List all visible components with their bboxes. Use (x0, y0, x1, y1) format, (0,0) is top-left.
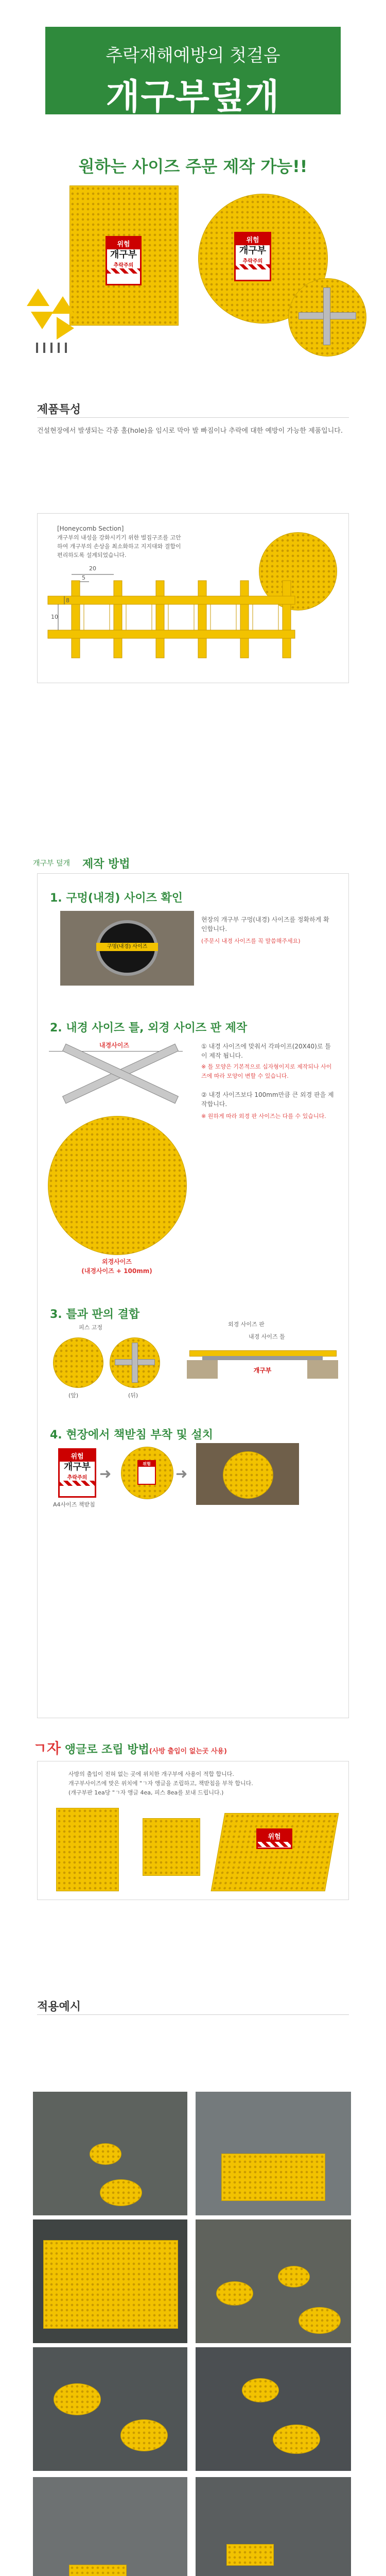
screws-image (36, 343, 67, 353)
step2-title: 2. 내경 사이즈 틀, 외경 사이즈 판 제작 (50, 1022, 248, 1035)
small-sign (137, 1460, 156, 1485)
step3-fix-label: 피스 고정 (79, 1324, 103, 1331)
example-photo-1 (33, 2092, 187, 2215)
features-description: 건설현장에서 발생되는 각종 홀(hole)을 임시로 막아 발 빠짐이나 추락에 대한 예방이 가능한 제품입니다. (37, 427, 343, 435)
title-banner (45, 27, 341, 117)
corner-piece-2 (51, 296, 74, 314)
sign-line3: 추락주의 (242, 259, 263, 264)
warning-sign-round (234, 232, 271, 281)
step1-title (50, 889, 183, 905)
sign-line3: 추락주의 (113, 263, 134, 268)
method-label-big: 제작 방법 (82, 858, 130, 871)
step1-paren: (내경) (87, 892, 120, 905)
step2-inner-label: 내경사이즈 (99, 1042, 129, 1049)
example-photo-3 (33, 2219, 187, 2343)
sign-line2: 개구부 (110, 249, 137, 260)
example-photo-7 (33, 2477, 187, 2576)
sign-stripes (60, 1481, 95, 1486)
step2-text2: ② 내경 사이즈보다 100mm만큼 큰 외경 판을 제작합니다. (201, 1091, 334, 1108)
honeycomb-title: [Honeycomb Section] (57, 525, 124, 532)
step2-note1: ※ 틀 모양은 기본적으로 십자형이지로 제작되나 사이즈에 따라 모양이 변할 수 있습니다. (201, 1063, 332, 1079)
example-photo-2 (196, 2092, 351, 2215)
angle-title (33, 1737, 227, 1758)
angle-title-text: 앵글로 조립 방법 (61, 1743, 149, 1756)
step2-outer-formula: (내경사이즈 + 100mm) (81, 1267, 152, 1275)
step1-prefix: 1. 구멍 (50, 892, 88, 905)
step3-front: (앞) (68, 1392, 79, 1399)
sign-line1: 위험 (236, 233, 270, 245)
step3-outer: 외경 사이즈 판 (228, 1321, 265, 1328)
banner-subtitle: 추락재해예방의 첫걸음 (106, 45, 280, 66)
corner-piece-4 (57, 317, 74, 340)
tagline: 원하는 사이즈 주문 제작 가능!! (78, 157, 308, 176)
step2-text1: ① 내경 사이즈에 맞춰서 각파이프(20X40)로 틀이 제작 됩니다. (201, 1043, 331, 1059)
corner-piece-1 (27, 289, 49, 306)
example-photo-5 (33, 2347, 187, 2471)
method-panel (37, 873, 349, 1718)
step2-outer-label: 외경사이즈 (102, 1258, 132, 1265)
angle-glyph: ㄱ자 (33, 1740, 61, 1757)
examples-heading: 적용예시 (37, 2001, 81, 2013)
example-photo-6 (196, 2347, 351, 2471)
plate-front (53, 1337, 103, 1388)
dim-20: 20 (89, 565, 96, 572)
arrow-right-icon: ➜ (176, 1465, 188, 1482)
sign-stripes (107, 268, 140, 274)
cross-frame-v (323, 287, 330, 345)
outer-plate (48, 1116, 187, 1255)
example-photo-4 (196, 2219, 351, 2343)
sign-line1: 위험 (60, 1450, 95, 1462)
sign-line1: 위험 (258, 1830, 291, 1842)
dim-5: 5 (82, 574, 85, 581)
sign-line2: 개구부 (239, 245, 267, 256)
section-frame (202, 1356, 323, 1360)
dim-8: 8 (66, 597, 69, 604)
step2-note2: ※ 원하게 따라 외경 판 사이즈는 다를 수 있습니다. (201, 1113, 326, 1120)
sign-stripes (258, 1842, 291, 1847)
sign-line2: 개구부 (63, 1462, 91, 1472)
slab-left (187, 1360, 218, 1379)
step1-photo (60, 911, 194, 986)
step3-opening: 개구부 (253, 1367, 272, 1374)
divider (37, 417, 349, 418)
step1-suffix: 사이즈 확인 (120, 892, 183, 905)
features-heading: 제품특성 (37, 403, 81, 416)
sign-line3: 추락주의 (67, 1475, 87, 1481)
hole-size-label: 구멍(내경) 사이즈 (96, 943, 158, 951)
honeycomb-text: 개구부의 내성을 강화시키기 위한 벌집구조를 고안하여 개구부의 손상을 최소화하고 지지대와 결합이 편리하도록 설계되었습니다. (57, 534, 181, 558)
honeycomb-panel (37, 513, 349, 683)
banner-title: 개구부덮개 (106, 77, 280, 117)
step3-inner: 내경 사이즈 틀 (249, 1333, 285, 1340)
installed-cover (223, 1451, 273, 1499)
angle-back-photo (143, 1818, 200, 1876)
install-photo (196, 1443, 299, 1505)
step4-title: 4. 현장에서 책받침 부착 및 설치 (50, 1429, 213, 1442)
example-photo-8 (196, 2477, 351, 2576)
honeycomb-diagram (38, 514, 349, 684)
step4-label: A4사이즈 책받침 (53, 1501, 95, 1508)
sign-line1: 위험 (107, 238, 140, 249)
angle-text3: (개구부판 1ea당 "ㄱ자 앵글 4ea, 피스 8ea를 보내 드립니다.) (68, 1789, 224, 1796)
angle-paren: (사방 출입이 없는곳 사용) (149, 1748, 227, 1755)
step1-note: (주문시 내경 사이즈를 꼭 말씀해주세요) (201, 938, 301, 944)
arrow-right-icon: ➜ (99, 1465, 112, 1482)
method-label-small: 개구부 덮개 (33, 859, 71, 868)
angle-panel (37, 1761, 349, 1900)
a4-sign (58, 1448, 96, 1498)
dim-10: 10 (51, 614, 58, 620)
sign-line1: 위험 (138, 1461, 155, 1467)
angle-text1: 사방의 출입이 전혀 없는 곳에 위치한 개구부에 사용이 적합 합니다. (68, 1771, 234, 1777)
cross-frame-v (132, 1343, 138, 1383)
step3-title: 3. 틀과 판의 결합 (50, 1308, 140, 1321)
divider (37, 2014, 349, 2015)
angle-board-photo (56, 1808, 119, 1891)
angle-assembled-photo (211, 1813, 339, 1891)
corner-piece-3 (31, 312, 54, 329)
warning-sign (106, 236, 142, 285)
angle-text2: 개구부사이즈에 맞은 위치에 "ㄱ자 앵글을 조립하고, 책받침을 부착 합니다. (68, 1780, 253, 1787)
slab-right (307, 1360, 338, 1379)
step1-text: 현장의 개구부 구멍(내경) 사이즈를 정확하게 확인합니다. (201, 916, 329, 933)
sign-stripes (236, 264, 270, 269)
angle-sign (256, 1828, 292, 1849)
step3-back: (뒤) (128, 1392, 138, 1399)
